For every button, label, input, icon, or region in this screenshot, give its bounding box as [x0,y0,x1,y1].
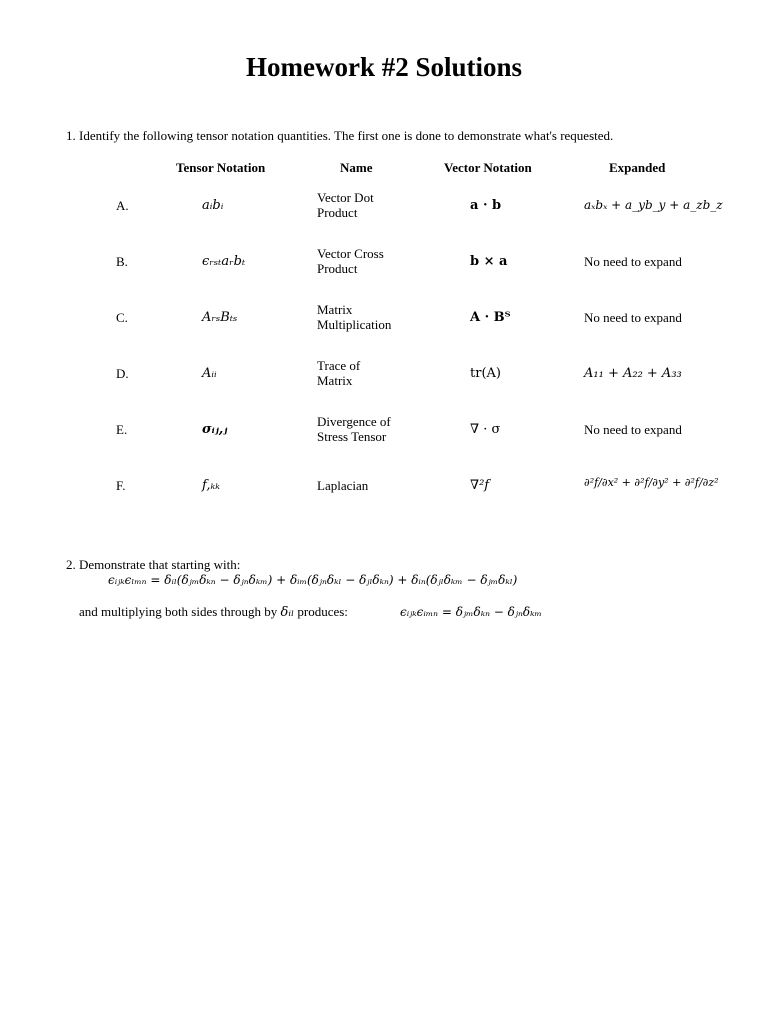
result-equation: ϵᵢⱼₖϵᵢₘₙ = δⱼₘδₖₙ − δⱼₙδₖₘ [400,605,542,619]
page-title: Homework #2 Solutions [245,52,523,82]
row-label: F. [116,478,126,493]
row-label: B. [116,254,128,269]
quantity-name: Laplacian [317,478,369,493]
vector-notation: tr(A) [470,366,501,381]
row-label: D. [116,366,129,381]
vector-notation: a · b [470,198,502,213]
tensor-notation: Aᵢᵢ [202,366,217,381]
tensor-notation: aᵢbᵢ [202,198,224,213]
vector-notation: A · Bᵀ [470,310,511,325]
quantity-name: Vector Cross Product [317,246,384,276]
expanded-form: No need to expand [584,310,682,325]
expanded-form: A₁₁ + A₂₂ + A₃₃ [584,366,682,381]
vector-notation: b × a [470,254,508,269]
quantity-name: Trace of Matrix [317,358,361,388]
expanded-form: aₓbₓ + a_yb_y + a_zb_z [584,198,723,212]
quantity-name: Vector Dot Product [317,190,374,220]
quantity-name: Matrix Multiplication [317,302,392,332]
tensor-notation: f,ₖₖ [202,478,220,493]
question-2-prompt: 2. Demonstrate that starting with: [66,557,241,572]
row-label: E. [116,422,128,437]
question-1-prompt: 1. Identify the following tensor notation quantities. The first one is done to demonstrate what's requested. [66,128,614,143]
vector-notation: ∇²f [470,478,490,493]
expanded-form: No need to expand [584,254,682,269]
header-name: Name [340,160,373,175]
row-label: C. [116,310,128,325]
question-2-continuation: and multiplying both sides through by δᵢₗ produces: [79,604,348,620]
tensor-notation: AᵣₛBₜₛ [202,310,238,325]
header-tensor-notation: Tensor Notation [176,160,266,175]
expanded-form: ∂²f/∂x² + ∂²f/∂y² + ∂²f/∂z² [584,476,719,489]
header-vector-notation: Vector Notation [444,160,532,175]
tensor-notation: σᵢⱼ,ⱼ [202,422,228,437]
starting-equation: ϵᵢⱼₖϵₗₘₙ = δᵢₗ(δⱼₘδₖₙ − δⱼₙδₖₘ) + δᵢₘ(δⱼₙδₖₗ − δⱼₗδₖₙ) + δᵢₙ(δⱼₗδₖₘ − δⱼₘδₖₗ) [108,573,518,587]
expanded-form: No need to expand [584,422,682,437]
header-expanded: Expanded [609,160,666,175]
vector-notation: ∇ · σ [470,422,501,437]
quantity-name: Divergence of Stress Tensor [317,414,391,444]
tensor-notation: ϵᵣₛₜaᵣbₜ [202,254,246,269]
row-label: A. [116,198,129,213]
